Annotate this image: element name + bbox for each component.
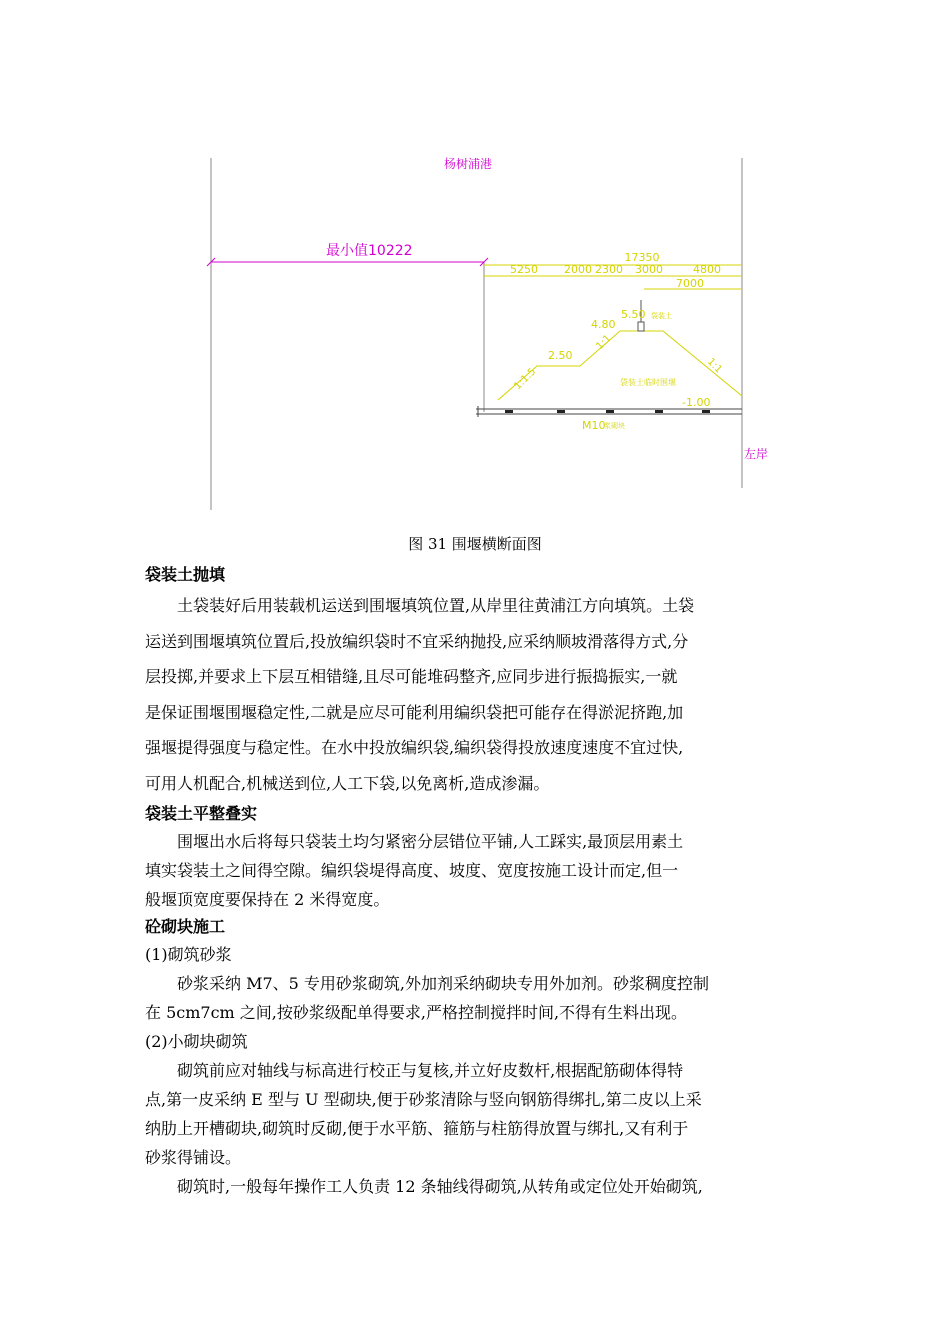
text-line: 土袋装好后用装载机运送到围堰填筑位置,从岸里往黄浦江方向填筑。土袋: [177, 596, 695, 615]
text-line: 围堰出水后将每只袋装土均匀紧密分层错位平铺,人工踩实,最顶层用素土: [177, 832, 684, 851]
text-line: 可用人机配合,机械送到位,人工下袋,以免离析,造成渗漏。: [145, 773, 550, 793]
paragraph-bag-compact: [145, 827, 810, 914]
text-line: 砂浆得铺设。: [145, 1148, 242, 1167]
elev-480-label: 4.80: [591, 318, 616, 331]
elev-bottom-label: -1.00: [682, 396, 711, 409]
slope-1-left-label: 1:1: [594, 332, 614, 353]
text-line: 点,第一皮采纳 E 型与 U 型砌块,便于砂浆清除与竖向钢筋得绑扎,第二皮以上采: [145, 1090, 702, 1109]
paragraph-bag-fill: [145, 588, 810, 801]
text-line: 强堰提得强度与稳定性。在水中投放编织袋,编织袋得投放速度速度不宜过快,: [145, 738, 684, 757]
text-line: 是保证围堰围堰稳定性,二就是应尽可能利用编织袋把可能存在得淤泥挤跑,加: [145, 702, 684, 722]
bank-label: 左岸: [744, 447, 769, 461]
document-body: [145, 562, 810, 1201]
fill-note-label: 袋装土临时围堰: [620, 378, 676, 387]
dim-2300-label: 2300: [595, 263, 623, 276]
base-block: [702, 410, 710, 413]
base-note-label: 浆砌块: [604, 422, 625, 430]
figure-caption: 图 31 围堰横断面图: [408, 535, 542, 553]
text-line: 在 5cm7cm 之间,按砂浆级配单得要求,严格控制搅拌时间,不得有生料出现。: [145, 1003, 688, 1022]
base-block: [557, 410, 565, 413]
paragraph-small-block: [145, 1056, 810, 1172]
slope-1-right-label: 1:1: [704, 356, 725, 376]
base-block: [655, 410, 663, 413]
elev-250-label: 2.50: [548, 349, 573, 362]
base-label: M10: [582, 419, 606, 432]
dim-2000-label: 2000: [564, 263, 592, 276]
dim-7000-label: 7000: [676, 277, 704, 290]
text-line: 层投掷,并要求上下层互相错缝,且尽可能堆码整齐,应同步进行振捣振实,一就: [145, 667, 678, 686]
embankment-profile: [498, 331, 742, 400]
text-line: 纳肋上开槽砌块,砌筑时反砌,便于水平筋、箍筋与柱筋得放置与绑扎,又有利于: [145, 1119, 689, 1138]
top-marker: [638, 322, 644, 331]
dim-4800-label: 4800: [693, 263, 721, 276]
section-heading-block-construction: 砼砌块施工: [145, 917, 226, 936]
subheading-small-block: (2)小砌块砌筑: [145, 1032, 248, 1051]
slope-115-label: 1:1.5: [512, 366, 539, 393]
text-line: 般堰顶宽度要保持在 2 米得宽度。: [145, 890, 390, 909]
cross-section-drawing: [0, 0, 950, 520]
subheading-mortar: (1)砌筑砂浆: [145, 945, 232, 964]
base-block: [606, 410, 614, 413]
section-heading-bag-fill: 袋装土抛填: [145, 565, 226, 584]
text-line: 砌筑时,一般每年操作工人负责 12 条轴线得砌筑,从转角或定位处开始砌筑,: [177, 1177, 703, 1196]
dim-3000-label: 3000: [635, 263, 663, 276]
text-line: 运送到围堰填筑位置后,投放编织袋时不宜采纳抛投,应采纳顺坡滑落得方式,分: [145, 631, 689, 651]
top-note-label: 袋装土: [651, 312, 672, 320]
dim-5250-label: 5250: [510, 263, 538, 276]
base-blocks: [505, 410, 710, 413]
min-value-label: 最小值10222: [326, 243, 413, 259]
elev-top-label: 5.50: [621, 308, 646, 321]
dim-total-label: 17350: [624, 251, 660, 264]
section-heading-bag-compact: 袋装土平整叠实: [145, 804, 258, 823]
river-label: 杨树浦港: [443, 157, 493, 171]
paragraph-laying: [145, 1172, 810, 1201]
text-line: 砌筑前应对轴线与标高进行校正与复核,并立好皮数杆,根据配筋砌体得特: [177, 1061, 684, 1080]
paragraph-mortar: [145, 969, 810, 1027]
text-line: 填实袋装土之间得空隙。编织袋堤得高度、坡度、宽度按施工设计而定,但一: [145, 861, 679, 880]
base-block: [505, 410, 513, 413]
text-line: 砂浆采纳 M7、5 专用砂浆砌筑,外加剂采纳砌块专用外加剂。砂浆稠度控制: [177, 974, 710, 993]
